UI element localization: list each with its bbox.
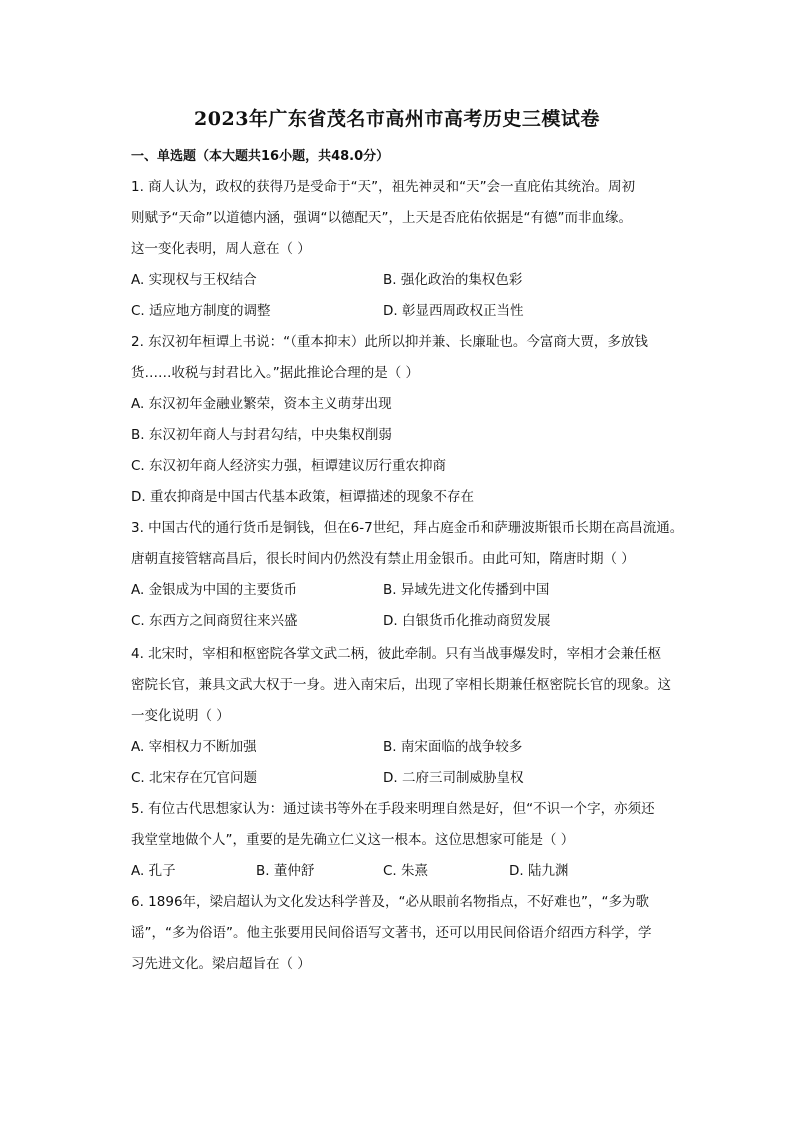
- q4-option-c[interactable]: C. 北宋存在冗官问题: [131, 770, 258, 786]
- q4-option-b[interactable]: B. 南宋面临的战争较多: [383, 739, 523, 755]
- q4-line-3: 一变化说明（ ）: [131, 708, 230, 724]
- q3-option-b[interactable]: B. 异域先进文化传播到中国: [383, 582, 550, 598]
- q2-option-b[interactable]: B. 东汉初年商人与封君勾结，中央集权削弱: [131, 427, 392, 443]
- q1-line-2: 则赋予“天命”以道德内涵，强调“以德配天”，上天是否庇佑依据是“有德”而非血缘。: [131, 210, 632, 226]
- q3-option-c[interactable]: C. 东西方之间商贸往来兴盛: [131, 613, 298, 629]
- q1-line-1: 1. 商人认为，政权的获得乃是受命于“天”，祖先神灵和“天”会一直庇佑其统治。周初: [131, 179, 636, 195]
- q3-line-2: 唐朝直接管辖高昌后，很长时间内仍然没有禁止用金银币。由此可知，隋唐时期（ ）: [131, 551, 635, 567]
- q1-option-b[interactable]: B. 强化政治的集权色彩: [383, 272, 523, 288]
- q5-option-c[interactable]: C. 朱熹: [383, 863, 429, 879]
- q4-line-1: 4. 北宋时，宰相和枢密院各掌文武二柄，彼此牵制。只有当战事爆发时，宰相才会兼任枢: [131, 646, 662, 662]
- q1-option-d[interactable]: D. 彰显西周政权正当性: [383, 303, 524, 319]
- q6-line-1: 6. 1896年，梁启超认为文化发达科学普及，“必从眼前名物指点，不好难也”，“多为歌: [131, 894, 650, 910]
- q3-option-d[interactable]: D. 白银货币化推动商贸发展: [383, 613, 551, 629]
- q6-line-2: 谣”，“多为俗语”。他主张要用民间俗语写文著书，还可以用民间俗语介绍西方科学，学: [131, 925, 652, 941]
- q4-option-a[interactable]: A. 宰相权力不断加强: [131, 739, 257, 755]
- q3-line-1: 3. 中国古代的通行货币是铜钱，但在6-7世纪，拜占庭金币和萨珊波斯银币长期在高昌流通。: [131, 520, 684, 536]
- q2-option-d[interactable]: D. 重农抑商是中国古代基本政策，桓谭描述的现象不存在: [131, 489, 474, 505]
- q1-line-3: 这一变化表明，周人意在（ ）: [131, 241, 311, 257]
- q2-line-1: 2. 东汉初年桓谭上书说：“（重本抑末）此所以抑并兼、长廉耻也。今富商大贾，多放钱: [131, 334, 648, 350]
- q2-option-c[interactable]: C. 东汉初年商人经济实力强，桓谭建议厉行重农抑商: [131, 458, 447, 474]
- q4-option-d[interactable]: D. 二府三司制威胁皇权: [383, 770, 524, 786]
- q5-option-b[interactable]: B. 董仲舒: [256, 863, 315, 879]
- q2-option-a[interactable]: A. 东汉初年金融业繁荣，资本主义萌芽出现: [131, 396, 392, 412]
- q4-line-2: 密院长官，兼具文武大权于一身。进入南宋后，出现了宰相长期兼任枢密院长官的现象。这: [131, 677, 671, 693]
- q1-option-a[interactable]: A. 实现权与王权结合: [131, 272, 257, 288]
- q6-line-3: 习先进文化。梁启超旨在（ ）: [131, 956, 311, 972]
- q5-option-a[interactable]: A. 孔子: [131, 863, 176, 879]
- q1-option-c[interactable]: C. 适应地方制度的调整: [131, 303, 271, 319]
- page-title: 2023年广东省茂名市高州市高考历史三模试卷: [194, 108, 600, 130]
- section-heading: 一、单选题（本大题共16小题，共48.0分）: [131, 149, 390, 164]
- q2-line-2: 货……收税与封君比入。”据此推论合理的是（ ）: [131, 365, 420, 381]
- q3-option-a[interactable]: A. 金银成为中国的主要货币: [131, 582, 298, 598]
- q5-option-d[interactable]: D. 陆九渊: [509, 863, 569, 879]
- q5-line-1: 5. 有位古代思想家认为：通过读书等外在手段来明理自然是好，但“不识一个字，亦须还: [131, 801, 655, 817]
- q5-line-2: 我堂堂地做个人”，重要的是先确立仁义这一根本。这位思想家可能是（ ）: [131, 832, 575, 848]
